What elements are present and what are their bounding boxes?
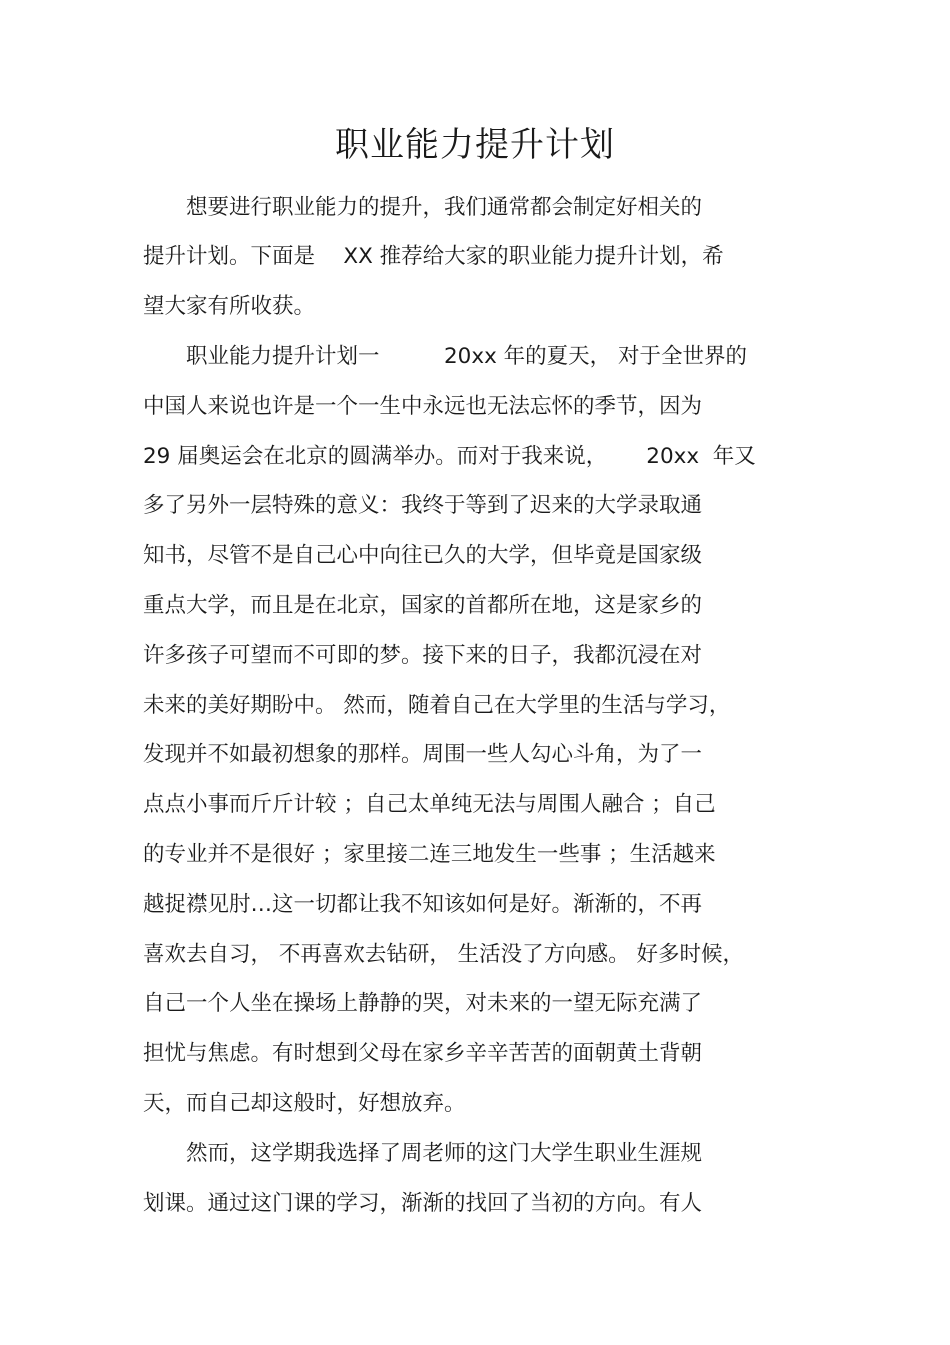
text-line: 的专业并不是很好 ；家里接二连三地发生一些事 ；生活越来: [143, 842, 716, 867]
text-line: 担忧与焦虑。有时想到父母在家乡辛辛苦苦的面朝黄土背朝: [143, 1041, 703, 1066]
text-line: 喜欢去自习， 不再喜欢去钻研， 生活没了方向感。 好多时候，: [143, 942, 745, 967]
text-line: 然而，这学期我选择了周老师的这门大学生职业生涯规: [143, 1141, 703, 1166]
text-line: 职业能力提升计划一 20xx 年的夏天， 对于全世界的: [143, 344, 747, 369]
text-line: 中国人来说也许是一个一生中永远也无法忘怀的季节，因为: [143, 394, 703, 419]
text-line: 多了另外一层特殊的意义：我终于等到了迟来的大学录取通: [143, 493, 703, 518]
text-line: 知书，尽管不是自己心中向往已久的大学，但毕竟是国家级: [143, 543, 703, 568]
document-title: 职业能力提升计划: [335, 125, 615, 165]
text-line: 提升计划。下面是 XX 推荐给大家的职业能力提升计划，希: [143, 244, 724, 269]
text-line: 想要进行职业能力的提升，我们通常都会制定好相关的: [143, 195, 703, 220]
text-line: 越捉襟见肘…这一切都让我不知该如何是好。渐渐的，不再: [143, 892, 703, 917]
text-line: 发现并不如最初想象的那样。周围一些人勾心斗角，为了一: [143, 742, 703, 767]
text-line: 天，而自己却这般时，好想放弃。: [143, 1091, 466, 1116]
text-line: 未来的美好期盼中。 然而，随着自己在大学里的生活与学习，: [143, 693, 731, 718]
text-line: 许多孩子可望而不可即的梦。接下来的日子，我都沉浸在对: [143, 643, 703, 668]
text-line: 望大家有所收获。: [143, 294, 316, 319]
text-line: 重点大学，而且是在北京，国家的首都所在地，这是家乡的: [143, 593, 703, 618]
text-line: 29 届奥运会在北京的圆满举办。而对于我来说， 20xx 年又: [143, 444, 756, 469]
text-line: 点点小事而斤斤计较 ；自己太单纯无法与周围人融合 ；自己: [143, 792, 716, 817]
text-line: 自己一个人坐在操场上静静的哭，对未来的一望无际充满了: [143, 991, 703, 1016]
text-line: 划课。通过这门课的学习，渐渐的找回了当初的方向。有人: [143, 1191, 703, 1216]
